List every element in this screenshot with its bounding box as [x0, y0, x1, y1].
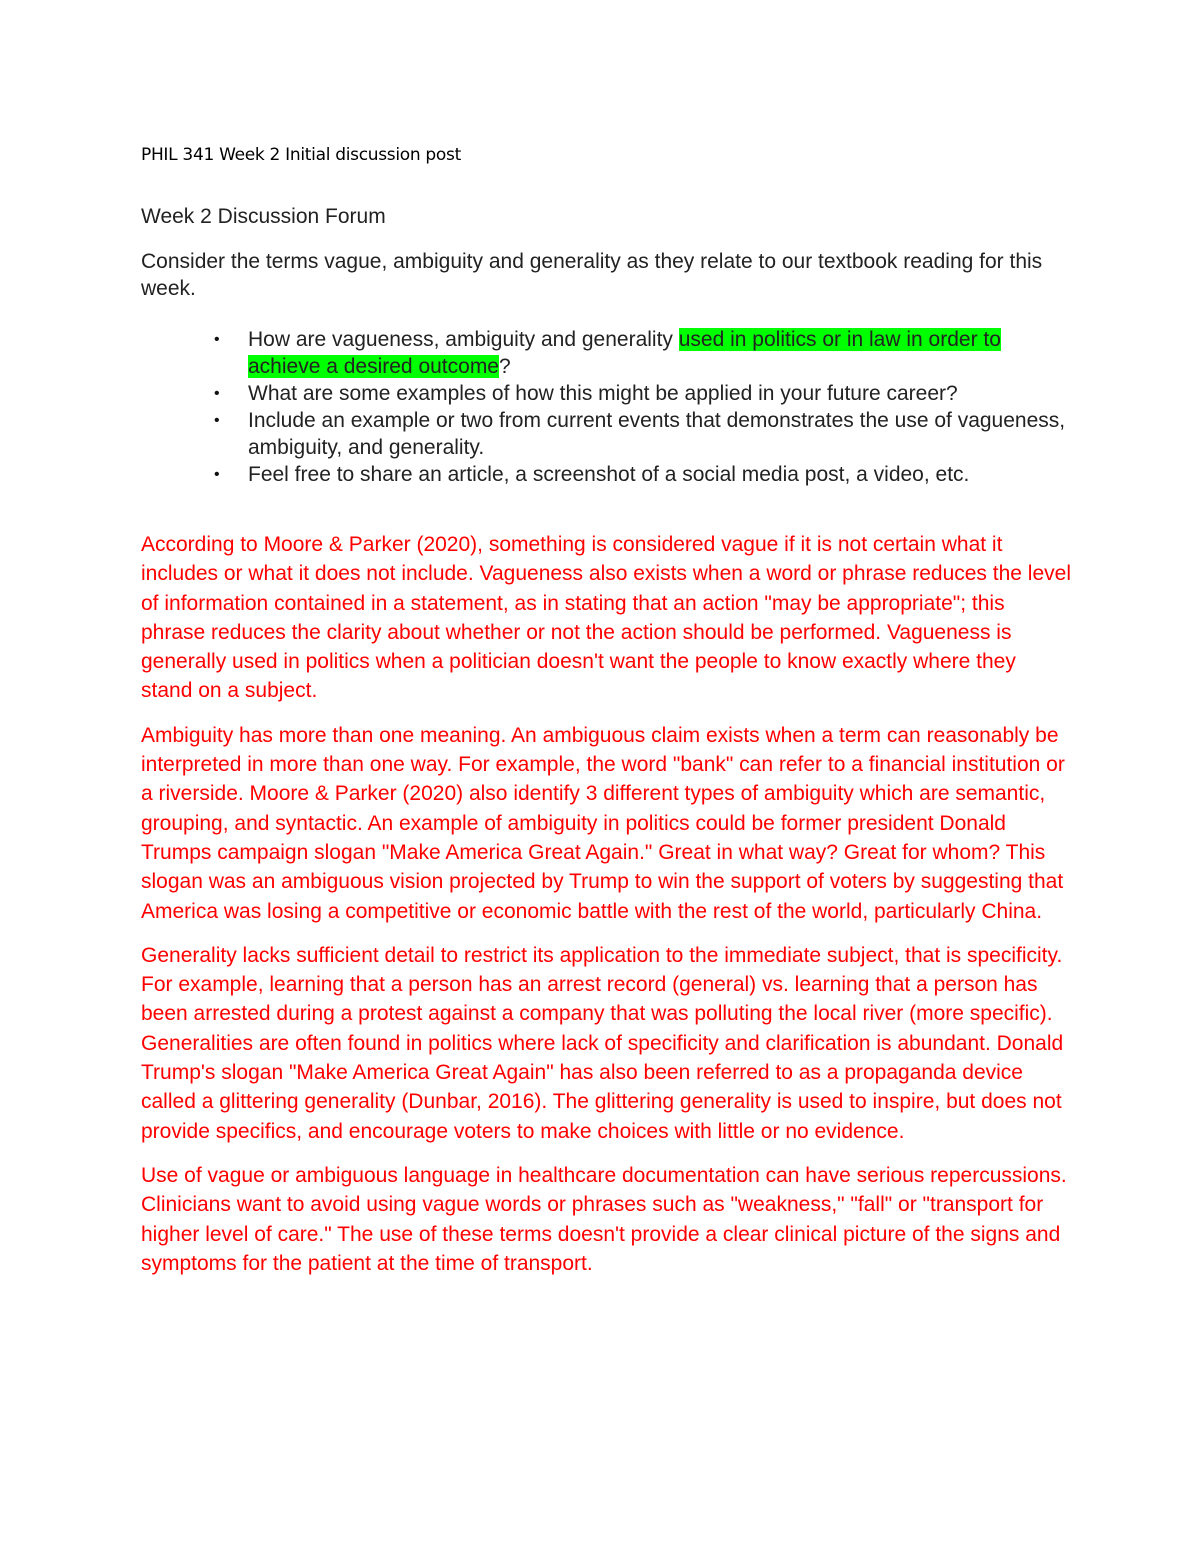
- discussion-prompt: Consider the terms vague, ambiguity and generality as they relate to our textbook reading for this week.: [141, 250, 1043, 300]
- question-item: [141, 326, 1071, 380]
- question-item: [141, 380, 1071, 407]
- answer-paragraph-vagueness: According to Moore & Parker (2020), something is considered vague if it is not certain what it includes or what it does not include. Vagueness also exists when a word or phrase reduces the level of information contained in a statement, as in stating that an action "may be appropriate"; this phrase reduces the clarity about whether or not the action should be performed. Vagueness is generally used in politics when a politician doesn't want the people to know exactly where they stand on a subject.: [141, 533, 1071, 703]
- bullet-icon: •: [214, 412, 220, 429]
- question-3-text: Include an example or two from current events that demonstrates the use of vagueness, ambiguity, and generality.: [248, 409, 1066, 459]
- question-item: [141, 407, 1071, 461]
- forum-heading: Week 2 Discussion Forum: [141, 205, 386, 228]
- question-1-end: ?: [499, 355, 511, 378]
- bullet-icon: •: [214, 466, 220, 483]
- document-content: [141, 140, 1071, 1293]
- highlighted-text: used in politics or in law in order to achieve a desired outcome: [248, 328, 1001, 378]
- question-list: [141, 326, 1071, 488]
- document-title: PHIL 341 Week 2 Initial discussion post: [141, 145, 461, 165]
- bullet-icon: •: [214, 385, 220, 402]
- question-1-text: How are vagueness, ambiguity and generality: [248, 328, 679, 351]
- answer-paragraph-healthcare: Use of vague or ambiguous language in healthcare documentation can have serious repercussions. Clinicians want to avoid using vague words or phrases such as "weakness," "fall" or "transport for higher level of care." The use of these terms doesn't provide a clear clinical picture of the signs and symptoms for the patient at the time of transport.: [141, 1163, 1067, 1275]
- answer-paragraph-ambiguity: Ambiguity has more than one meaning. An ambiguous claim exists when a term can reasonably be interpreted in more than one way. For example, the word "bank" can refer to a financial institution or a riverside. Moore & Parker (2020) also identify 3 different types of ambiguity which are semantic, grouping, and syntactic. An example of ambiguity in politics could be former president Donald Trumps campaign slogan "Make America Great Again." Great in what way? Great for whom? This slogan was an ambiguous vision projected by Trump to win the support of voters by suggesting that America was losing a competitive or economic battle with the rest of the world, particularly China.: [141, 723, 1065, 923]
- question-2-text: What are some examples of how this might be applied in your future career?: [248, 382, 958, 405]
- question-4-text: Feel free to share an article, a screenshot of a social media post, a video, etc.: [248, 463, 970, 486]
- question-item: [141, 461, 1071, 488]
- answer-paragraph-generality: Generality lacks sufficient detail to restrict its application to the immediate subject, that is specificity. For example, learning that a person has an arrest record (general) vs. learning that a person has been arrested during a protest against a company that was polluting the local river (more specific). Generalities are often found in politics where lack of specificity and clarification is abundant. Donald Trump's slogan "Make America Great Again" has also been referred to as a propaganda device called a glittering generality (Dunbar, 2016). The glittering generality is used to inspire, but does not provide specifics, and encourage voters to make choices with little or no evidence.: [141, 943, 1064, 1143]
- bullet-icon: •: [214, 331, 220, 348]
